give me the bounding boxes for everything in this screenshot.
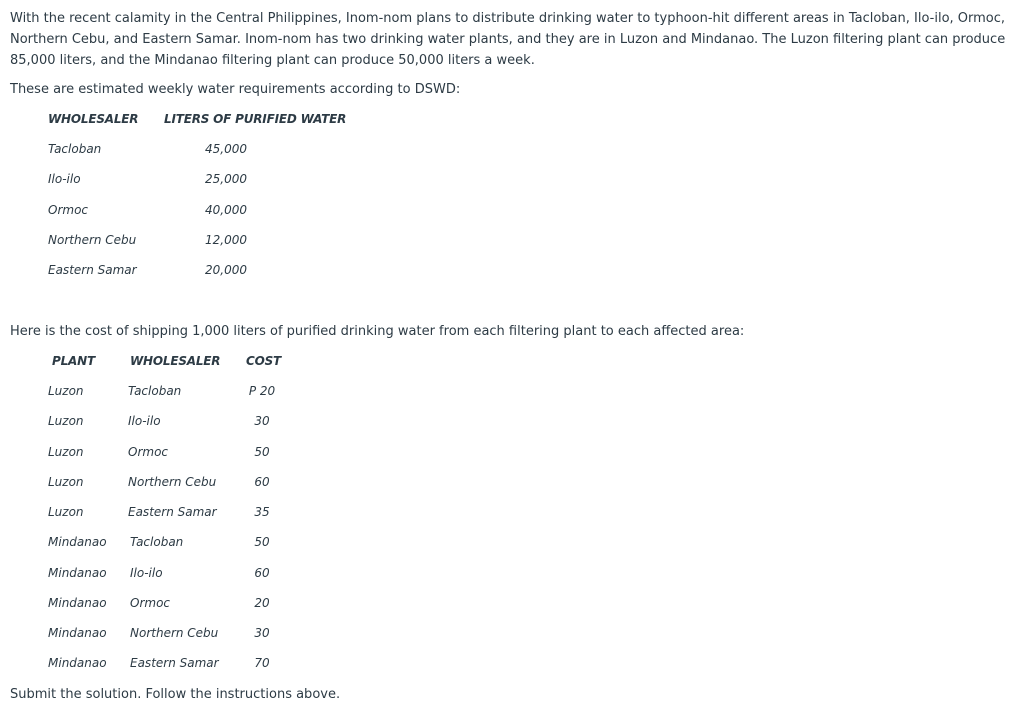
req-wholesaler: Ormoc — [48, 202, 89, 217]
req-liters: 45,000 — [205, 142, 247, 156]
ship-plant: Luzon — [48, 474, 84, 489]
requirements-intro: These are estimated weekly water requirements according to DSWD: — [10, 82, 461, 97]
shipping-intro: Here is the cost of shipping 1,000 liters of purified drinking water from each filtering plant to each affected area: — [10, 324, 745, 339]
ship-cost: 50 — [254, 444, 270, 459]
ship-plant: Luzon — [48, 384, 84, 398]
req-liters: 25,000 — [205, 172, 247, 187]
ship-wholesaler: Ilo-ilo — [128, 414, 161, 429]
ship-wholesaler: Ormoc — [128, 444, 169, 459]
req-wholesaler: Tacloban — [48, 142, 102, 156]
ship-wholesaler: Northern Cebu — [128, 474, 217, 489]
ship-cost: 30 — [254, 626, 270, 640]
problem-intro: With the recent calamity in the Central Philippines, Inom-nom plans to distribute drinking water to typhoon-hit different areas in Tacloban, Ilo-ilo, Ormoc, Northern Cebu, and Eastern Samar. Inom-nom has two drinking water plants, and they are in Luzon and Mindanao. The Luzon filtering plant can produce 85,000 liters, and the Mindanao filtering plant can produce 50,000 liters a week. — [10, 11, 1006, 68]
req-wholesaler: Ilo-ilo — [48, 172, 81, 187]
ship-wholesaler: Eastern Samar — [128, 505, 217, 519]
ship-cost: 60 — [254, 474, 270, 489]
ship-cost: 60 — [254, 565, 270, 580]
header-liters: LITERS OF PURIFIED WATER — [164, 112, 347, 126]
req-wholesaler: Eastern Samar — [48, 263, 137, 278]
ship-cost: 50 — [254, 535, 270, 550]
ship-plant: Mindanao — [48, 595, 107, 610]
ship-cost: 20 — [254, 595, 270, 610]
ship-wholesaler: Ormoc — [130, 595, 171, 610]
ship-wholesaler: Ilo-ilo — [130, 565, 163, 580]
ship-plant: Mindanao — [48, 656, 107, 671]
ship-wholesaler: Northern Cebu — [130, 626, 219, 640]
header-wholesaler: WHOLESALER — [48, 112, 139, 126]
header-cost: COST — [246, 354, 282, 368]
header-wholesaler: WHOLESALER — [130, 354, 221, 368]
ship-plant: Luzon — [48, 505, 84, 519]
submit-instruction: Submit the solution. Follow the instructions above. — [10, 687, 341, 702]
req-wholesaler: Northern Cebu — [48, 232, 137, 247]
ship-wholesaler: Tacloban — [130, 535, 184, 550]
ship-cost: P 20 — [248, 384, 276, 398]
ship-plant: Luzon — [48, 414, 84, 429]
ship-plant: Mindanao — [48, 626, 107, 640]
ship-cost: 30 — [254, 414, 270, 429]
header-plant: PLANT — [52, 354, 95, 368]
ship-plant: Mindanao — [48, 535, 107, 550]
ship-wholesaler: Eastern Samar — [130, 656, 219, 671]
req-liters: 12,000 — [205, 232, 247, 247]
req-liters: 20,000 — [205, 263, 247, 278]
ship-wholesaler: Tacloban — [128, 384, 182, 398]
ship-plant: Luzon — [48, 444, 84, 459]
ship-cost: 70 — [254, 656, 270, 671]
ship-cost: 35 — [254, 505, 270, 519]
ship-plant: Mindanao — [48, 565, 107, 580]
req-liters: 40,000 — [205, 202, 247, 217]
